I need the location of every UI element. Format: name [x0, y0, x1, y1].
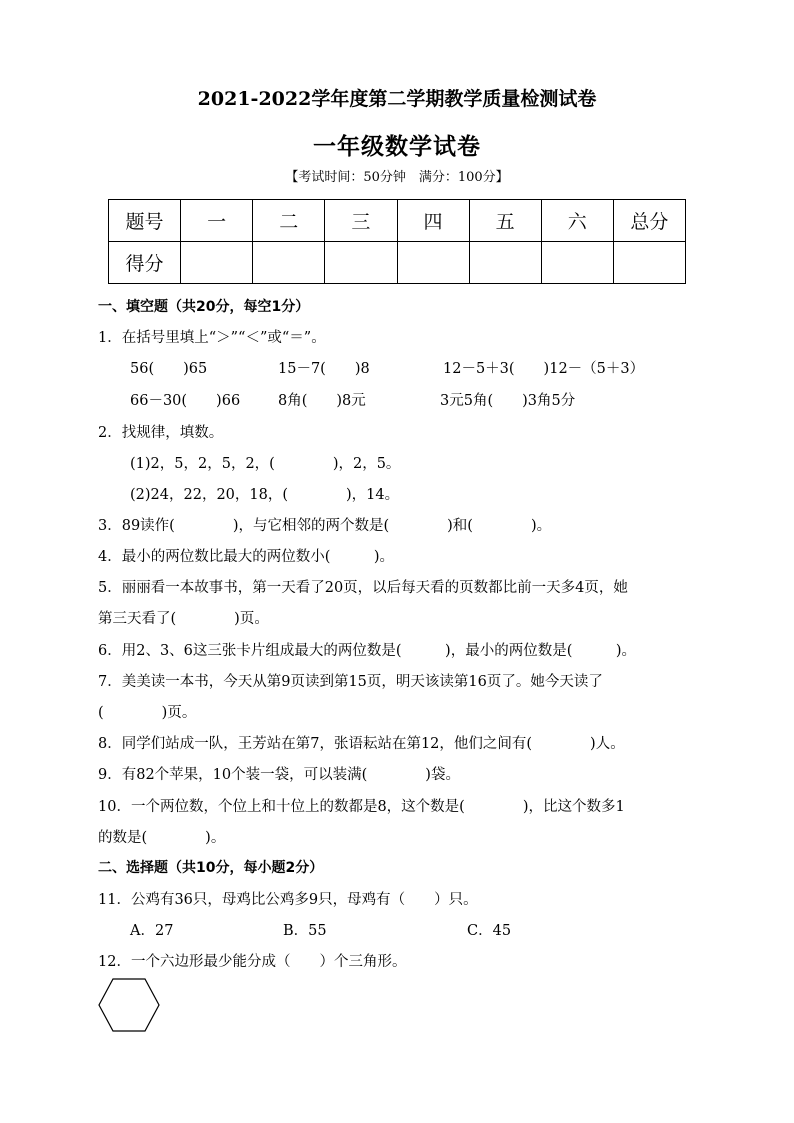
hexagon-figure	[98, 978, 162, 1034]
q11-option-c: C．45	[467, 923, 512, 939]
score-table-score-row	[109, 242, 686, 284]
score-input-cell[interactable]	[397, 242, 469, 284]
question-1: 1．在括号里填上“＞”“＜”或“＝”。	[98, 330, 326, 346]
score-input-cell[interactable]	[181, 242, 253, 284]
score-cell-col4: 四	[397, 200, 469, 242]
q2-item-b: (2)24，22，20，18，( )，14。	[130, 487, 400, 503]
score-input-cell[interactable]	[325, 242, 397, 284]
score-table	[108, 199, 686, 284]
score-cell-col6: 六	[541, 200, 613, 242]
score-input-cell[interactable]	[469, 242, 541, 284]
exam-subtitle: 一年级数学试卷	[313, 133, 481, 160]
question-10-line2: 的数是( )。	[98, 830, 226, 846]
q1-item: 3元5角( )3角5分	[440, 393, 576, 409]
question-6: 6．用2、3、6这三张卡片组成最大的两位数是( )，最小的两位数是( )。	[98, 643, 637, 659]
q1-item: 15－7( )8	[278, 361, 370, 377]
score-cell-col2: 二	[253, 200, 325, 242]
question-11: 11．公鸡有36只，母鸡比公鸡多9只，母鸡有（ ）只。	[98, 892, 478, 908]
score-row-label: 得分	[109, 242, 181, 284]
q1-item: 8角( )8元	[278, 393, 366, 409]
score-cell-label: 题号	[109, 200, 181, 242]
question-7-line2: ( )页。	[98, 705, 197, 721]
question-8: 8．同学们站成一队，王芳站在第7，张语耘站在第12，他们之间有( )人。	[98, 736, 625, 752]
score-input-cell[interactable]	[541, 242, 613, 284]
exam-info: 【考试时间：50分钟 满分：100分】	[285, 170, 509, 185]
q1-item: 12－5＋3( )12－（5＋3）	[443, 361, 645, 377]
question-7-line1: 7．美美读一本书，今天从第9页读到第15页，明天该读第16页了。她今天读了	[98, 674, 603, 690]
question-9: 9．有82个苹果，10个装一袋，可以装满( )袋。	[98, 767, 460, 783]
q11-option-b: B．55	[283, 923, 327, 939]
score-cell-col5: 五	[469, 200, 541, 242]
q1-item: 66－30( )66	[130, 393, 241, 409]
question-4: 4．最小的两位数比最大的两位数小( )。	[98, 549, 395, 565]
q11-option-a: A．27	[130, 923, 174, 939]
exam-title: 2021-2022学年度第二学期教学质量检测试卷	[197, 88, 597, 110]
q1-item: 56( )65	[130, 361, 208, 377]
question-2: 2．找规律，填数。	[98, 425, 224, 441]
score-input-cell[interactable]	[613, 242, 685, 284]
question-10-line1: 10．一个两位数，个位上和十位上的数都是8，这个数是( )，比这个数多1	[98, 799, 625, 815]
question-5-line2: 第三天看了( )页。	[98, 611, 269, 627]
question-12: 12．一个六边形最少能分成（ ）个三角形。	[98, 954, 407, 970]
question-3: 3．89读作( )，与它相邻的两个数是( )和( )。	[98, 518, 552, 534]
score-cell-col1: 一	[181, 200, 253, 242]
q2-item-a: (1)2，5，2，5，2，( )，2，5。	[130, 456, 401, 472]
section-1-heading: 一、填空题（共20分，每空1分）	[98, 299, 310, 315]
section-2-heading: 二、选择题（共10分，每小题2分）	[98, 860, 324, 876]
score-cell-total: 总分	[613, 200, 685, 242]
score-cell-col3: 三	[325, 200, 397, 242]
question-5-line1: 5．丽丽看一本故事书，第一天看了20页，以后每天看的页数都比前一天多4页，她	[98, 580, 628, 596]
score-table-header-row	[109, 200, 686, 242]
score-input-cell[interactable]	[253, 242, 325, 284]
